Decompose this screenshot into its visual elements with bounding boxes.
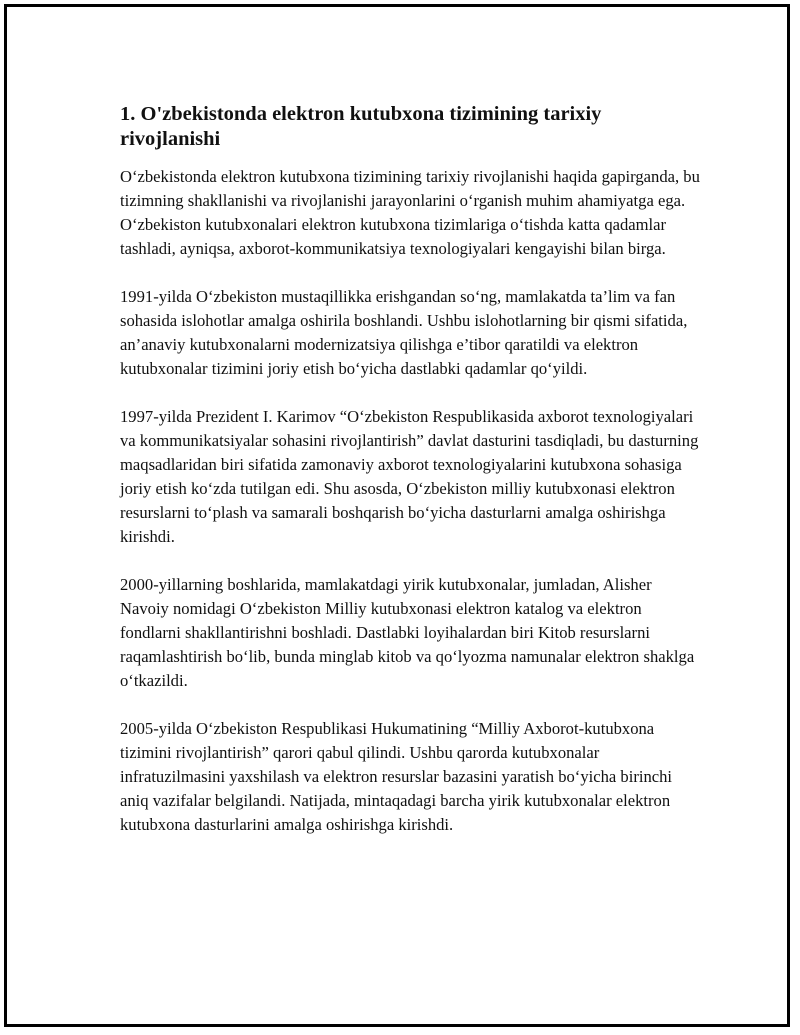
document-body — [120, 102, 700, 861]
section-heading: 1. O'zbekistonda elektron kutubxona tizimining tarixiy rivojlanishi — [120, 103, 602, 150]
paragraph-5: 2005-yilda O‘zbekiston Respublikasi Hukumatining “Milliy Axborot-kutubxona tizimini rivojlantirish” qarori qabul qilindi. Ushbu qarorda kutubxonalar infratuzilmasini yaxshilash va elektron resurslar bazasini yaratish bo‘yicha birinchi aniq vazifalar belgilandi. Natijada, mintaqadagi barcha yirik kutubxonalar elektron kutubxona dasturlarini amalga oshirishga kirishdi. — [120, 719, 673, 834]
document-page — [4, 4, 790, 1027]
paragraph-3: 1997-yilda Prezident I. Karimov “O‘zbekiston Respublikasida axborot texnologiyalari va kommunikatsiyalar sohasini rivojlantirish” davlat dasturini tasdiqladi, bu dasturning maqsadlaridan biri sifatida zamonaviy axborot texnologiyalarini kutubxona sohasiga joriy etish ko‘zda tutilgan edi. Shu asosda, O‘zbekiston milliy kutubxonasi elektron resurslarni to‘plash va samarali boshqarish bo‘yicha dasturlarni amalga oshirishga kirishdi. — [120, 407, 699, 546]
paragraph-4: 2000-yillarning boshlarida, mamlakatdagi yirik kutubxonalar, jumladan, Alisher Navoiy nomidagi O‘zbekiston Milliy kutubxonasi elektron katalog va elektron fondlarni shakllantirishni boshladi. Dastlabki loyihalardan biri Kitob resurslarni raqamlashtirish bo‘lib, bunda minglab kitob va qo‘lyozma namunalar elektron shaklga o‘tkazildi. — [120, 575, 695, 690]
paragraph-1: O‘zbekistonda elektron kutubxona tizimining tarixiy rivojlanishi haqida gapirganda, bu tizimning shakllanishi va rivojlanishi jarayonlarini o‘rganish muhim ahamiyatga ega. O‘zbekiston kutubxonalari elektron kutubxona tizimlariga o‘tishda katta qadamlar tashladi, ayniqsa, axborot-kommunikatsiya texnologiyalari kengayishi bilan birga. — [120, 167, 700, 258]
paragraph-2: 1991-yilda O‘zbekiston mustaqillikka erishgandan so‘ng, mamlakatda ta’lim va fan sohasida islohotlar amalga oshirila boshlandi. Ushbu islohotlarning bir qismi sifatida, an’anaviy kutubxonalarni modernizatsiya qilishga e’tibor qaratildi va elektron kutubxonalar tizimini joriy etish bo‘yicha dastlabki qadamlar qo‘yildi. — [120, 287, 688, 378]
